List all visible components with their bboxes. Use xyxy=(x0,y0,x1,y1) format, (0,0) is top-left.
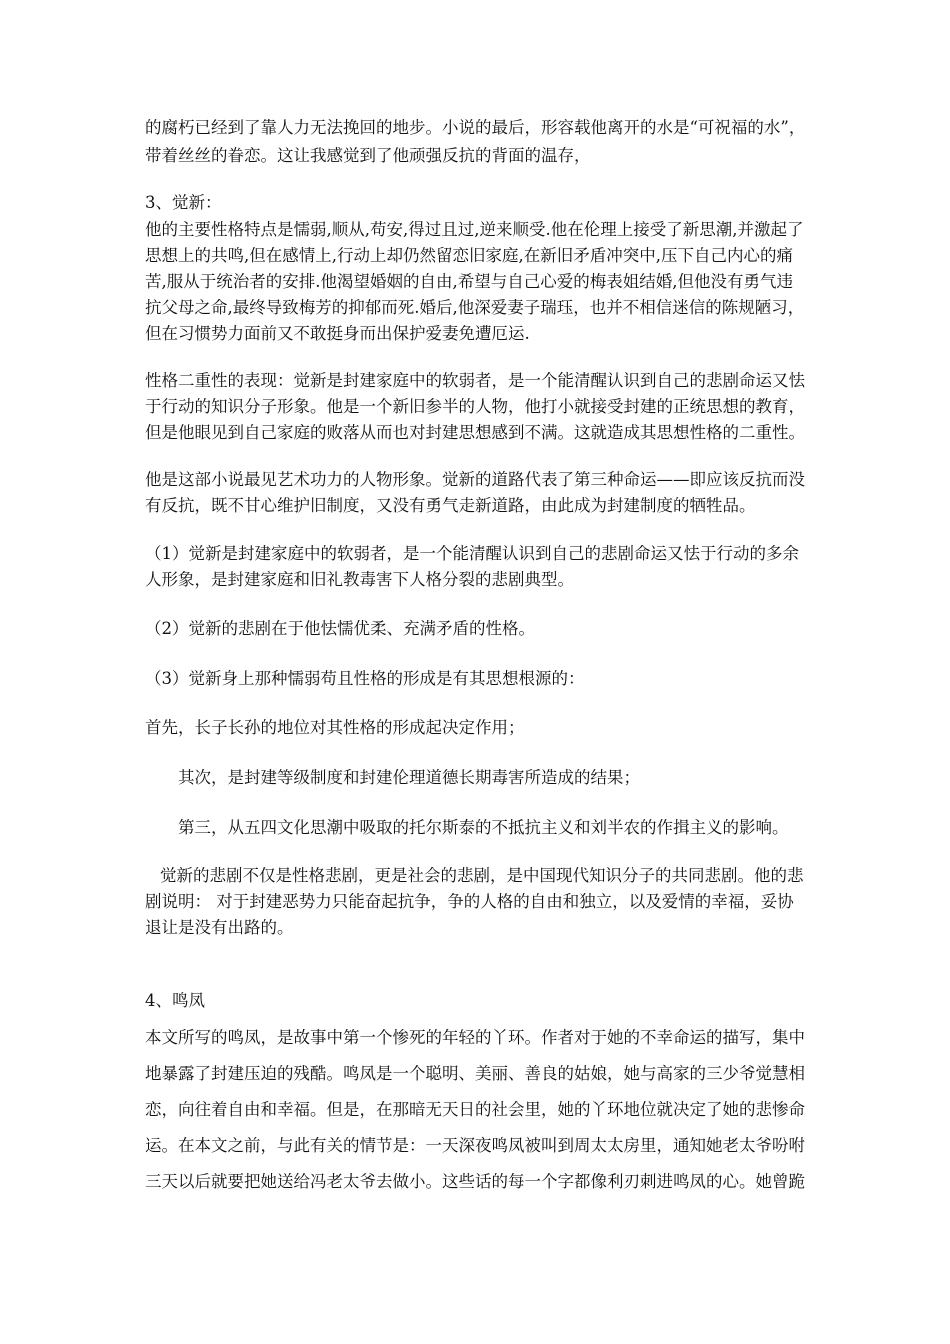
text-line: 人形象，是封建家庭和旧礼教毒害下人格分裂的悲剧典型。 xyxy=(145,570,574,589)
text-line: （3）觉新身上那种懦弱苟且性格的形成是有其思想根源的： xyxy=(145,669,585,688)
text-line: 于行动的知识分子形象。他是一个新旧参半的人物，他打小就接受封建的正统思想的教育， xyxy=(145,397,805,416)
text-line: 但是他眼见到自己家庭的败落从而也对封建思想感到不满。这就造成其思想性格的二重性。 xyxy=(145,423,805,442)
text-line: 觉新的悲剧不仅是性格悲剧，更是社会的悲剧，是中国现代知识分子的共同悲剧。他的悲 xyxy=(160,866,804,885)
text-line: 第三，从五四文化思潮中吸取的托尔斯泰的不抵抗主义和刘半农的作揖主义的影响。 xyxy=(178,818,789,837)
text-line: 3、觉新： xyxy=(145,193,222,212)
text-line: （1）觉新是封建家庭中的软弱者，是一个能清醒认识到自己的悲剧命运又怯于行动的多余 xyxy=(145,544,799,563)
text-line: 他是这部小说最见艺术功力的人物形象。觉新的道路代表了第三种命运——即应该反抗而没 xyxy=(145,470,805,489)
text-line: 但在习惯势力面前又不敢挺身而出保护爱妻免遭厄运. xyxy=(145,324,530,343)
text-line: 4、鸣凤 xyxy=(145,991,205,1010)
text-line: 带着丝丝的眷恋。这让我感觉到了他顽强反抗的背面的温存， xyxy=(145,146,591,165)
text-line: 首先，长子长孙的地位对其性格的形成起决定作用； xyxy=(145,718,525,737)
text-line: 有反抗，既不甘心维护旧制度，又没有勇气走新道路，由此成为封建制度的牺牲品。 xyxy=(145,496,756,515)
text-line: （2）觉新的悲剧在于他怯懦优柔、充满矛盾的性格。 xyxy=(145,619,535,638)
text-line: 苦,服从于统治者的安排.他渴望婚姻的自由,希望与自己心爱的梅表姐结婚,但他没有勇气违 xyxy=(145,272,793,291)
text-line: 恋，向往着自由和幸福。但是，在那暗无天日的社会里，她的丫环地位就决定了她的悲惨命 xyxy=(145,1100,805,1119)
text-line: 性格二重性的表现：觉新是封建家庭中的软弱者，是一个能清醒认识到自己的悲剧命运又怯 xyxy=(145,371,805,390)
text-line: 剧说明： 对于封建恶势力只能奋起抗争，争的人格的自由和独立，以及爱情的幸福，妥协 xyxy=(145,892,794,911)
text-line: 地暴露了封建压迫的残酷。鸣凤是一个聪明、美丽、善良的姑娘，她与高家的三少爷觉慧相 xyxy=(145,1064,805,1083)
text-line: 三天以后就要把她送给冯老太爷去做小。这些话的每一个字都像利刃刺进鸣凤的心。她曾跪 xyxy=(145,1172,805,1191)
text-line: 本文所写的鸣凤，是故事中第一个惨死的年轻的丫环。作者对于她的不幸命运的描写，集中 xyxy=(145,1028,805,1047)
text-line: 他的主要性格特点是懦弱,顺从,苟安,得过且过,逆来顺受.他在伦理上接受了新思潮,并激起了 xyxy=(145,220,804,239)
text-line: 其次，是封建等级制度和封建伦理道德长期毒害所造成的结果； xyxy=(178,768,640,787)
text-line: 的腐朽已经到了靠人力无法挽回的地步。小说的最后，形容载他离开的水是“可祝福的水”， xyxy=(145,118,806,137)
text-line: 抗父母之命,最终导致梅芳的抑郁而死.婚后,他深爱妻子瑞珏，也并不相信迷信的陈规陋习， xyxy=(145,298,805,317)
text-line: 思想上的共鸣,但在感情上,行动上却仍然留恋旧家庭,在新旧矛盾冲突中,压下自己内心的痛 xyxy=(145,246,793,265)
text-line: 退让是没有出路的。 xyxy=(145,918,294,937)
text-line: 运。在本文之前，与此有关的情节是：一天深夜鸣凤被叫到周太太房里，通知她老太爷吩咐 xyxy=(145,1136,805,1155)
